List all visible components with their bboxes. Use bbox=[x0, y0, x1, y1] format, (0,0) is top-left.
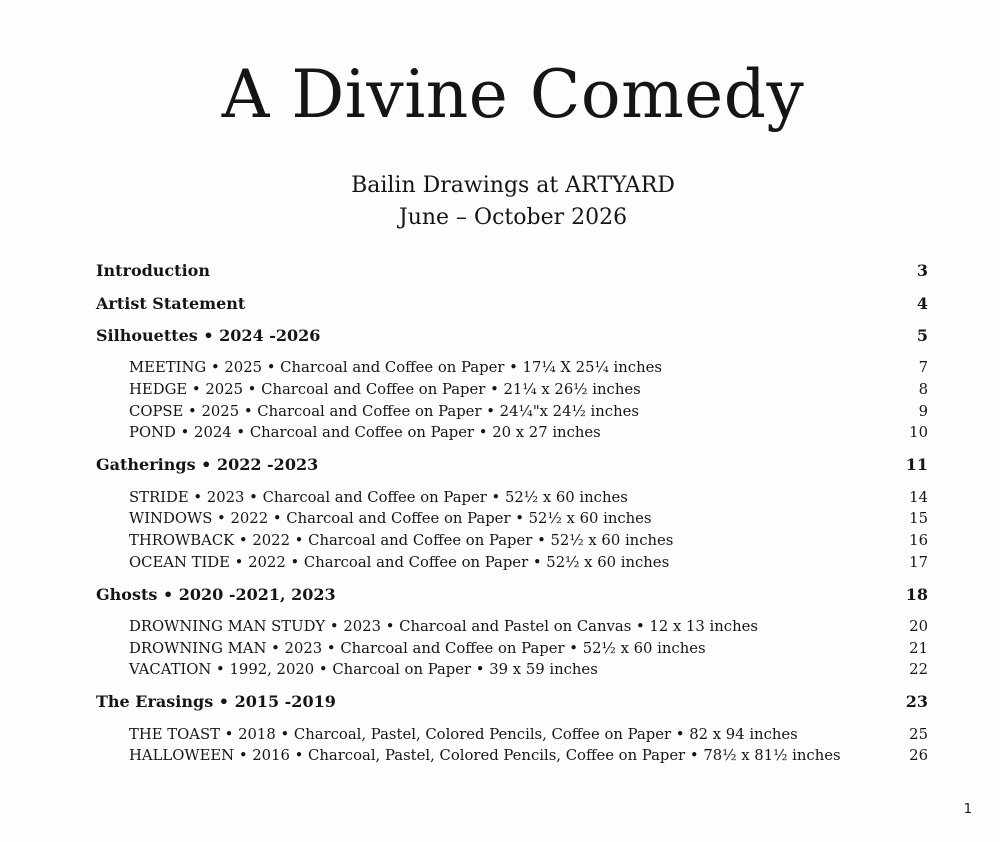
toc-section-row[interactable] bbox=[96, 691, 928, 723]
toc-page-number: 25 bbox=[909, 725, 928, 743]
toc-section-label: The Erasings • 2015 -2019 bbox=[96, 692, 336, 712]
toc-page-number: 21 bbox=[909, 639, 928, 657]
toc-item-row[interactable] bbox=[96, 508, 928, 530]
toc-item-row[interactable] bbox=[96, 487, 928, 509]
toc-item-label: WINDOWS • 2022 • Charcoal and Coffee on Paper • 52½ x 60 inches bbox=[129, 510, 652, 528]
toc-page-number: 18 bbox=[905, 584, 928, 604]
toc-item-label: VACATION • 1992, 2020 • Charcoal on Paper • 39 x 59 inches bbox=[129, 661, 598, 679]
toc-item-label: THE TOAST • 2018 • Charcoal, Pastel, Colored Pencils, Coffee on Paper • 82 x 94 inches bbox=[129, 725, 798, 743]
toc-page-number: 20 bbox=[909, 618, 928, 636]
toc-item-row[interactable] bbox=[96, 422, 928, 454]
toc-page-number: 26 bbox=[909, 747, 928, 765]
toc-item-label: THROWBACK • 2022 • Charcoal and Coffee on Paper • 52½ x 60 inches bbox=[129, 531, 674, 549]
toc-section-label: Silhouettes • 2024 -2026 bbox=[96, 325, 321, 345]
toc-item-row[interactable] bbox=[96, 616, 928, 638]
subtitle-venue: Bailin Drawings at ARTYARD bbox=[351, 173, 675, 198]
toc-page-number: 3 bbox=[916, 261, 928, 280]
toc-item-row[interactable] bbox=[96, 659, 928, 691]
toc-page-number: 10 bbox=[909, 424, 928, 442]
subtitle-dates: June – October 2026 bbox=[398, 205, 628, 230]
toc-item-label: OCEAN TIDE • 2022 • Charcoal and Coffee on Paper • 52½ x 60 inches bbox=[129, 553, 670, 571]
toc-section-label: Introduction bbox=[96, 261, 210, 280]
document-title: A Divine Comedy bbox=[221, 56, 805, 133]
toc-item-row[interactable] bbox=[96, 552, 928, 584]
toc-page-number: 4 bbox=[916, 293, 928, 313]
toc-item-label: DROWNING MAN STUDY • 2023 • Charcoal and Pastel on Canvas • 12 x 13 inches bbox=[129, 618, 758, 636]
toc-item-row[interactable] bbox=[96, 379, 928, 401]
toc-section-label: Gatherings • 2022 -2023 bbox=[96, 455, 319, 475]
toc-section-row[interactable] bbox=[96, 293, 928, 325]
toc-section-label: Artist Statement bbox=[96, 293, 246, 313]
toc-section-row[interactable] bbox=[96, 584, 928, 616]
toc-item-label: STRIDE • 2023 • Charcoal and Coffee on Paper • 52½ x 60 inches bbox=[129, 488, 628, 506]
toc-page-number: 16 bbox=[909, 531, 928, 549]
toc-page-number: 8 bbox=[918, 380, 928, 398]
toc-item-label: HALLOWEEN • 2016 • Charcoal, Pastel, Colored Pencils, Coffee on Paper • 78½ x 81½ inches bbox=[129, 747, 841, 765]
toc-item-row[interactable] bbox=[96, 724, 928, 746]
page-number: 1 bbox=[963, 802, 972, 817]
toc-section-row[interactable] bbox=[96, 260, 928, 293]
toc-page-number: 5 bbox=[916, 325, 928, 345]
toc-page-number: 7 bbox=[918, 359, 928, 377]
toc-page-number: 11 bbox=[905, 455, 928, 475]
toc-item-label: MEETING • 2025 • Charcoal and Coffee on Paper • 17¼ X 25¼ inches bbox=[129, 359, 662, 377]
toc-page-number: 14 bbox=[909, 488, 928, 506]
toc-item-label: HEDGE • 2025 • Charcoal and Coffee on Paper • 21¼ x 26½ inches bbox=[129, 380, 641, 398]
toc-item-row[interactable] bbox=[96, 638, 928, 660]
toc-item-row[interactable] bbox=[96, 357, 928, 379]
toc-page-number: 9 bbox=[918, 402, 928, 420]
toc-item-row[interactable] bbox=[96, 401, 928, 423]
toc-page-number: 22 bbox=[909, 661, 928, 679]
toc-section-label: Ghosts • 2020 -2021, 2023 bbox=[96, 584, 336, 604]
toc-item-label: DROWNING MAN • 2023 • Charcoal and Coffee on Paper • 52½ x 60 inches bbox=[129, 639, 706, 657]
toc-item-row[interactable] bbox=[96, 530, 928, 552]
toc-page-number: 15 bbox=[909, 510, 928, 528]
toc-item-label: POND • 2024 • Charcoal and Coffee on Paper • 20 x 27 inches bbox=[129, 424, 601, 442]
toc-item-label: COPSE • 2025 • Charcoal and Coffee on Paper • 24¼"x 24½ inches bbox=[129, 402, 639, 420]
toc-section-row[interactable] bbox=[96, 325, 928, 357]
table-of-contents bbox=[96, 260, 928, 767]
toc-section-row[interactable] bbox=[96, 454, 928, 486]
toc-page-number: 17 bbox=[909, 553, 928, 571]
toc-item-row[interactable] bbox=[96, 745, 928, 767]
toc-page-number: 23 bbox=[905, 692, 928, 712]
